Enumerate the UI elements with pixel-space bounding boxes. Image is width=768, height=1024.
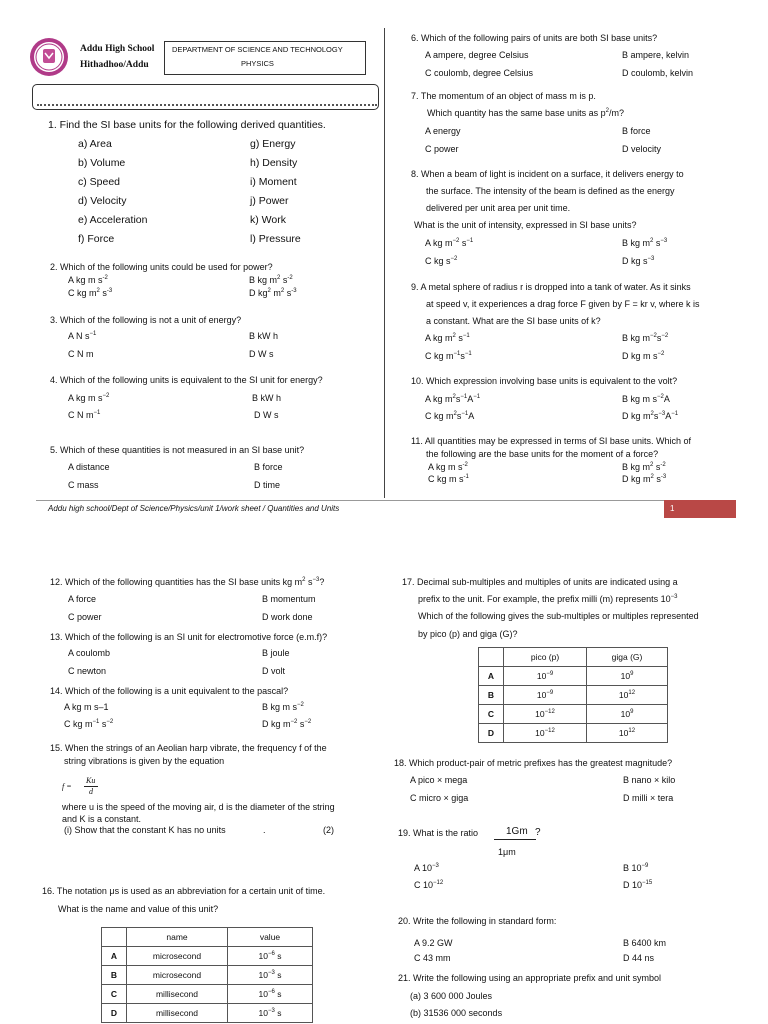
q1-item: g) Energy — [250, 138, 296, 150]
q3-text: 3. Which of the following is not a unit of energy? — [50, 315, 242, 325]
q17-text-3: Which of the following gives the sub-multiples or multiples represented — [418, 611, 699, 621]
footer-line — [36, 500, 736, 501]
table-cell: D — [102, 1004, 127, 1023]
q1-item: d) Velocity — [78, 195, 127, 207]
q7-option-c: C power — [425, 144, 459, 154]
table-row — [479, 724, 668, 743]
q8-text-2: the surface. The intensity of the beam is defined as the energy — [426, 186, 675, 196]
q15-marks: (2) — [323, 825, 334, 835]
q13-option-d: D volt — [262, 666, 286, 676]
table-cell: $10^9$ — [587, 667, 668, 686]
q19-option-b: B $10^{-9}$ — [623, 863, 649, 873]
q11-option-c: C kg m $s^{-1}$ — [428, 474, 469, 484]
table-cell: millisecond — [127, 985, 228, 1004]
q1-item: b) Volume — [78, 157, 126, 169]
page-number-badge — [664, 500, 736, 518]
q8-option-d: D kg $s^{-3}$ — [622, 256, 655, 266]
table-row — [102, 966, 313, 985]
q7-text: 7. The momentum of an object of mass m is p. — [411, 91, 596, 101]
q14-option-b: B kg m $s^{-2}$ — [262, 702, 304, 712]
q10-option-a: A kg $m^2s^{-1}A^{-1}$ — [425, 394, 481, 404]
q9-text: 9. A metal sphere of radius r is dropped into a tank of water. As it sinks — [411, 282, 691, 292]
q18-option-c: C micro × giga — [410, 793, 469, 803]
q7-option-b: B force — [622, 126, 651, 136]
table-cell: $10^{12}$ — [587, 686, 668, 705]
q11-option-a: A kg m $s^{-2}$ — [428, 462, 468, 472]
q9-option-d: D kg m $s^{-2}$ — [622, 351, 665, 361]
q8-text-4: What is the unit of intensity, expressed in SI base units? — [414, 220, 637, 230]
q5-option-d: D time — [254, 480, 281, 490]
q9-text-2: at speed v, it experiences a drag force F given by F = kr v, where k is — [426, 299, 700, 309]
table-cell: microsecond — [127, 966, 228, 985]
q8-option-b: B kg $m^2$ $s^{-3}$ — [622, 238, 668, 248]
q4-option-d: D W s — [254, 410, 279, 420]
department-title: DEPARTMENT OF SCIENCE AND TECHNOLOGY — [172, 45, 343, 54]
table-cell: C — [479, 705, 504, 724]
q12-text: 12. Which of the following quantities has the SI base units kg $m^2$ $s^{-3}$? — [50, 577, 325, 587]
q6-text: 6. Which of the following pairs of units are both SI base units? — [411, 33, 658, 43]
q19-question-mark: ? — [535, 827, 541, 838]
q8-text-3: delivered per unit area per unit time. — [426, 203, 571, 213]
q5-option-c: C mass — [68, 480, 99, 490]
q19-ratio-denominator: 1μm — [498, 847, 516, 857]
q7-option-d: D velocity — [622, 144, 662, 154]
table-cell: $10^{-3}$ s — [228, 1004, 313, 1023]
q2-option-d: D $kg^2$ $m^2$ $s^{-3}$ — [249, 288, 297, 298]
q14-option-d: D kg $m^{-2}$ $s^{-2}$ — [262, 719, 312, 729]
q8-text: 8. When a beam of light is incident on a surface, it delivers energy to — [411, 169, 684, 179]
q19-option-a: A $10^{-3}$ — [414, 863, 439, 873]
q1-item: l) Pressure — [250, 233, 301, 245]
subject-title: PHYSICS — [241, 59, 274, 68]
table-cell: $10^{-6}$ s — [228, 985, 313, 1004]
q6-option-b: B ampere, kelvin — [622, 50, 690, 60]
q5-option-a: A distance — [68, 462, 110, 472]
q15-text: 15. When the strings of an Aeolian harp vibrate, the frequency f of the — [50, 743, 327, 753]
q15-text-5: (i) Show that the constant K has no units — [64, 825, 226, 835]
q1-item: a) Area — [78, 138, 112, 150]
q6-option-d: D coulomb, kelvin — [622, 68, 694, 78]
table-row — [479, 705, 668, 724]
table-cell: $10^{-3}$ s — [228, 966, 313, 985]
q3-option-d: D W s — [249, 349, 274, 359]
q12-option-a: A force — [68, 594, 97, 604]
q4-text: 4. Which of the following units is equivalent to the SI unit for energy? — [50, 375, 323, 385]
table-header-row — [479, 648, 668, 667]
table-header-cell: value — [228, 928, 313, 947]
q7-text-2: Which quantity has the same base units as $p^2/m$? — [427, 108, 624, 118]
q10-option-b: B kg m $s^{-2}A$ — [622, 394, 670, 404]
q14-option-a: A kg m s–1 — [64, 702, 109, 712]
q16-table — [101, 927, 313, 1023]
table-row — [102, 947, 313, 966]
q9-option-b: B kg $m^{-2}s^{-2}$ — [622, 333, 669, 343]
q5-option-b: B force — [254, 462, 283, 472]
q13-option-c: C newton — [68, 666, 107, 676]
table-cell: millisecond — [127, 1004, 228, 1023]
q14-text: 14. Which of the following is a unit equivalent to the pascal? — [50, 686, 289, 696]
q2-text: 2. Which of the following units could be used for power? — [50, 262, 273, 272]
q8-option-a: A kg $m^{-2}$ $s^{-1}$ — [425, 238, 474, 248]
q1-item: c) Speed — [78, 176, 121, 188]
q11-text: 11. All quantities may be expressed in terms of SI base units. Which of — [411, 436, 691, 446]
q20-option-c: C 43 mm — [414, 953, 451, 963]
q7-option-a: A energy — [425, 126, 461, 136]
q17-text: 17. Decimal sub-multiples and multiples of units are indicated using a — [402, 577, 678, 587]
q1-item: k) Work — [250, 214, 286, 226]
q16-text: 16. The notation μs is used as an abbreviation for a certain unit of time. — [42, 886, 326, 896]
q15-text-4: and K is a constant. — [62, 814, 142, 824]
q5-text: 5. Which of these quantities is not measured in an SI base unit? — [50, 445, 305, 455]
q14-option-c: C kg $m^{-1}$ $s^{-2}$ — [64, 719, 114, 729]
q17-table — [478, 647, 668, 743]
q15-text-5-dot: . — [263, 825, 266, 835]
q4-option-c: C N $m^{-1}$ — [68, 410, 101, 420]
q21-item-b: (b) 31536 000 seconds — [410, 1008, 503, 1018]
q11-text-2: the following are the base units for the moment of a force? — [426, 449, 659, 459]
q18-text: 18. Which product-pair of metric prefixes has the greatest magnitude? — [394, 758, 673, 768]
q17-text-2: prefix to the unit. For example, the prefix milli (m) represents $10^{-3}$ — [418, 594, 678, 604]
q12-option-b: B momentum — [262, 594, 316, 604]
q20-option-a: A 9.2 GW — [414, 938, 453, 948]
q15-text-3: where u is the speed of the moving air, d is the diameter of the string — [62, 802, 335, 812]
table-cell: $10^9$ — [587, 705, 668, 724]
table-cell: $10^{-6}$ s — [228, 947, 313, 966]
table-header-cell — [102, 928, 127, 947]
q19-ratio-numerator: 1Gm — [506, 826, 528, 837]
q20-text: 20. Write the following in standard form: — [398, 916, 557, 926]
q9-option-a: A kg $m^2$ $s^{-1}$ — [425, 333, 470, 343]
q13-option-b: B joule — [262, 648, 290, 658]
worksheet-title-box — [32, 84, 379, 110]
q18-option-a: A pico × mega — [410, 775, 468, 785]
column-divider — [384, 28, 385, 498]
table-cell: $10^{-12}$ — [504, 705, 587, 724]
q18-option-d: D milli × tera — [623, 793, 674, 803]
q20-option-b: B 6400 km — [623, 938, 667, 948]
q21-item-a: (a) 3 600 000 Joules — [410, 991, 493, 1001]
school-location: Hithadhoo/Addu — [80, 60, 149, 70]
page-number: 1 — [670, 504, 675, 513]
q4-option-a: A kg m $s^{-2}$ — [68, 393, 110, 403]
q1-item: h) Density — [250, 157, 298, 169]
q19-fraction-bar — [494, 839, 536, 840]
table-cell: $10^{-9}$ — [504, 667, 587, 686]
school-name: Addu High School — [80, 44, 155, 54]
q13-text: 13. Which of the following is an SI unit for electromotive force (e.m.f)? — [50, 632, 328, 642]
q19-text: 19. What is the ratio — [398, 828, 479, 838]
table-header-cell — [479, 648, 504, 667]
q10-option-c: C kg $m^2s^{-1}A$ — [425, 411, 475, 421]
q13-option-a: A coulomb — [68, 648, 111, 658]
q4-option-b: B kW h — [252, 393, 282, 403]
table-cell: microsecond — [127, 947, 228, 966]
q19-option-d: D $10^{-15}$ — [623, 880, 653, 890]
table-cell: B — [479, 686, 504, 705]
q1-item: j) Power — [250, 195, 289, 207]
q2-option-b: B kg $m^2$ $s^{-2}$ — [249, 275, 293, 285]
q18-option-b: B nano × kilo — [623, 775, 676, 785]
q11-option-d: D kg $m^2$ $s^{-3}$ — [622, 474, 667, 484]
q11-option-b: B kg $m^2$ $s^{-2}$ — [622, 462, 666, 472]
q1-item: e) Acceleration — [78, 214, 148, 226]
table-header-cell: giga (G) — [587, 648, 668, 667]
table-header-row — [102, 928, 313, 947]
q3-option-c: C N m — [68, 349, 94, 359]
table-header-cell: pico (p) — [504, 648, 587, 667]
q12-option-d: D work done — [262, 612, 313, 622]
q8-option-c: C kg $s^{-2}$ — [425, 256, 458, 266]
table-row — [102, 985, 313, 1004]
table-row — [479, 667, 668, 686]
q3-option-b: B kW h — [249, 331, 279, 341]
q2-option-a: A kg m $s^{-2}$ — [68, 275, 108, 285]
table-cell: D — [479, 724, 504, 743]
table-cell: A — [479, 667, 504, 686]
table-cell: A — [102, 947, 127, 966]
q12-option-c: C power — [68, 612, 102, 622]
q1-item: f) Force — [78, 233, 115, 245]
q16-text-2: What is the name and value of this unit? — [58, 904, 219, 914]
school-logo — [28, 36, 70, 78]
q17-text-4: by pico (p) and giga (G)? — [418, 629, 518, 639]
q2-option-c: C kg $m^2$ $s^{-3}$ — [68, 288, 113, 298]
q9-text-3: a constant. What are the SI base units of k? — [426, 316, 601, 326]
table-row — [102, 1004, 313, 1023]
q6-option-c: C coulomb, degree Celsius — [425, 68, 534, 78]
footer-text: Addu high school/Dept of Science/Physics/unit 1/work sheet / Quantities and Units — [48, 504, 340, 513]
q19-option-c: C $10^{-12}$ — [414, 880, 444, 890]
q20-option-d: D 44 ns — [623, 953, 655, 963]
q6-option-a: A ampere, degree Celsius — [425, 50, 529, 60]
q10-text: 10. Which expression involving base units is equivalent to the volt? — [411, 376, 678, 386]
table-cell: $10^{-9}$ — [504, 686, 587, 705]
q1-item: i) Moment — [250, 176, 297, 188]
table-cell: $10^{12}$ — [587, 724, 668, 743]
table-cell: $10^{-12}$ — [504, 724, 587, 743]
table-header-cell: name — [127, 928, 228, 947]
q1-text: 1. Find the SI base units for the following derived quantities. — [48, 119, 326, 131]
table-row — [479, 686, 668, 705]
q21-text: 21. Write the following using an appropriate prefix and unit symbol — [398, 973, 661, 983]
q9-option-c: C kg $m^{-1}s^{-1}$ — [425, 351, 472, 361]
q15-text-2: string vibrations is given by the equation — [64, 756, 225, 766]
table-cell: C — [102, 985, 127, 1004]
q3-option-a: A N $s^{-1}$ — [68, 331, 97, 341]
q10-option-d: D kg $m^2s^{-3}A^{-1}$ — [622, 411, 679, 421]
table-cell: B — [102, 966, 127, 985]
